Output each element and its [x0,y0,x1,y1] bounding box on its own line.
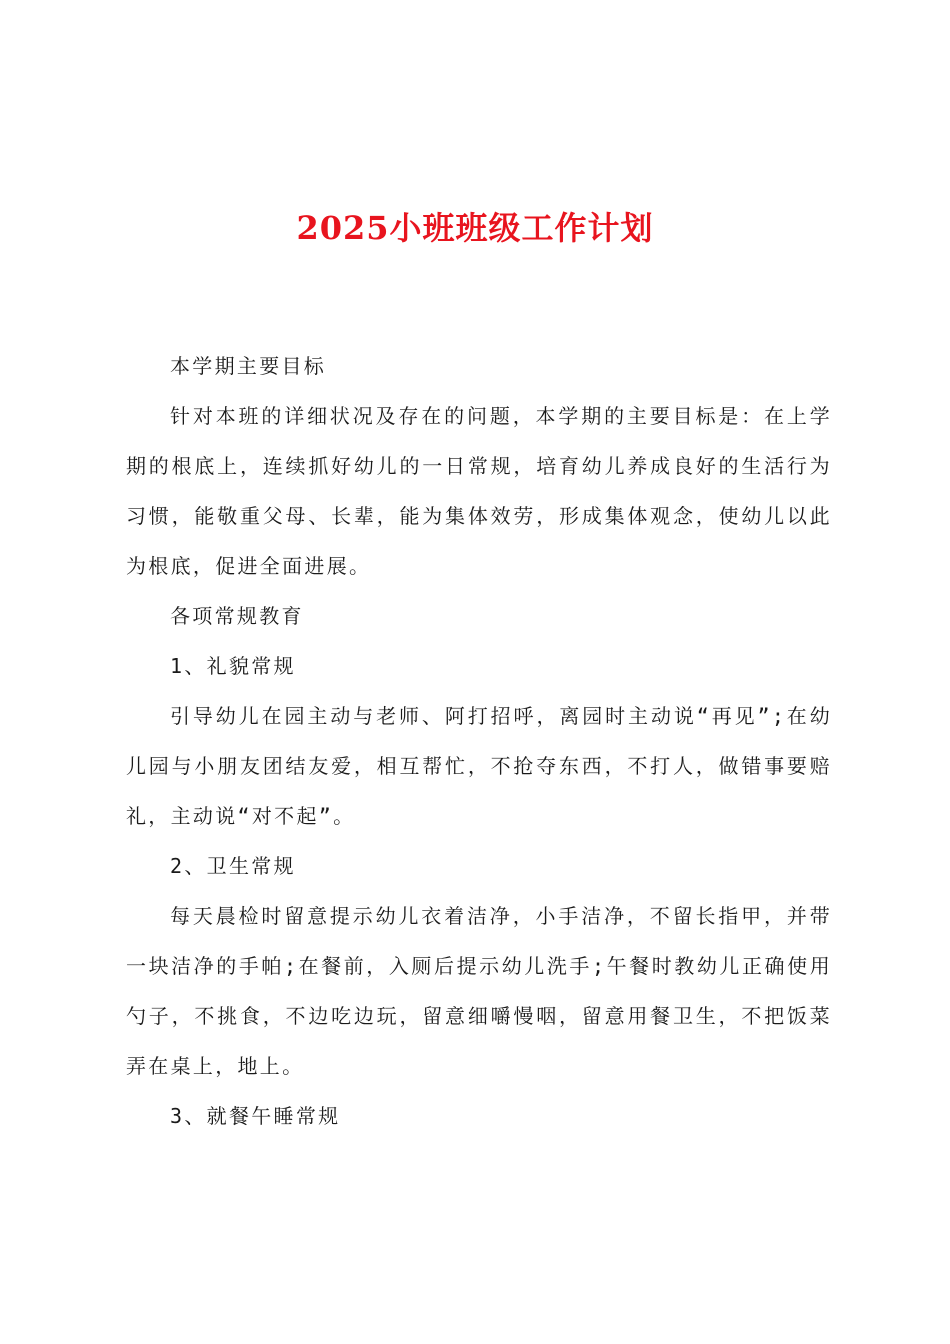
section-heading-routines: 各项常规教育 [170,604,304,628]
paragraph-courtesy: 引导幼儿在园主动与老师、阿打招呼，离园时主动说“再见”;在幼儿园与小朋友团结友爱，相互帮忙，不抢夺东西，不打人，做错事要赔礼，主动说“对不起”。 [126,704,832,828]
subheading-courtesy: 1、礼貌常规 [170,654,296,678]
subheading-meal-nap: 3、就餐午睡常规 [170,1104,341,1128]
subheading-hygiene: 2、卫生常规 [170,854,296,878]
paragraph-goals: 针对本班的详细状况及存在的问题，本学期的主要目标是：在上学期的根底上，连续抓好幼儿的一日常规，培育幼儿养成良好的生活行为习惯，能敬重父母、长辈，能为集体效劳，形成集体观念，使幼儿以此为根底，促进全面进展。 [126,404,832,578]
document-body [126,341,832,1141]
section-heading-goals: 本学期主要目标 [170,354,327,378]
paragraph-hygiene: 每天晨检时留意提示幼儿衣着洁净，小手洁净，不留长指甲，并带一块洁净的手帕;在餐前，入厕后提示幼儿洗手;午餐时教幼儿正确使用勺子，不挑食，不边吃边玩，留意细嚼慢咽，留意用餐卫生，不把饭菜弄在桌上，地上。 [126,904,832,1078]
document-title: 2025小班班级工作计划 [296,209,654,247]
